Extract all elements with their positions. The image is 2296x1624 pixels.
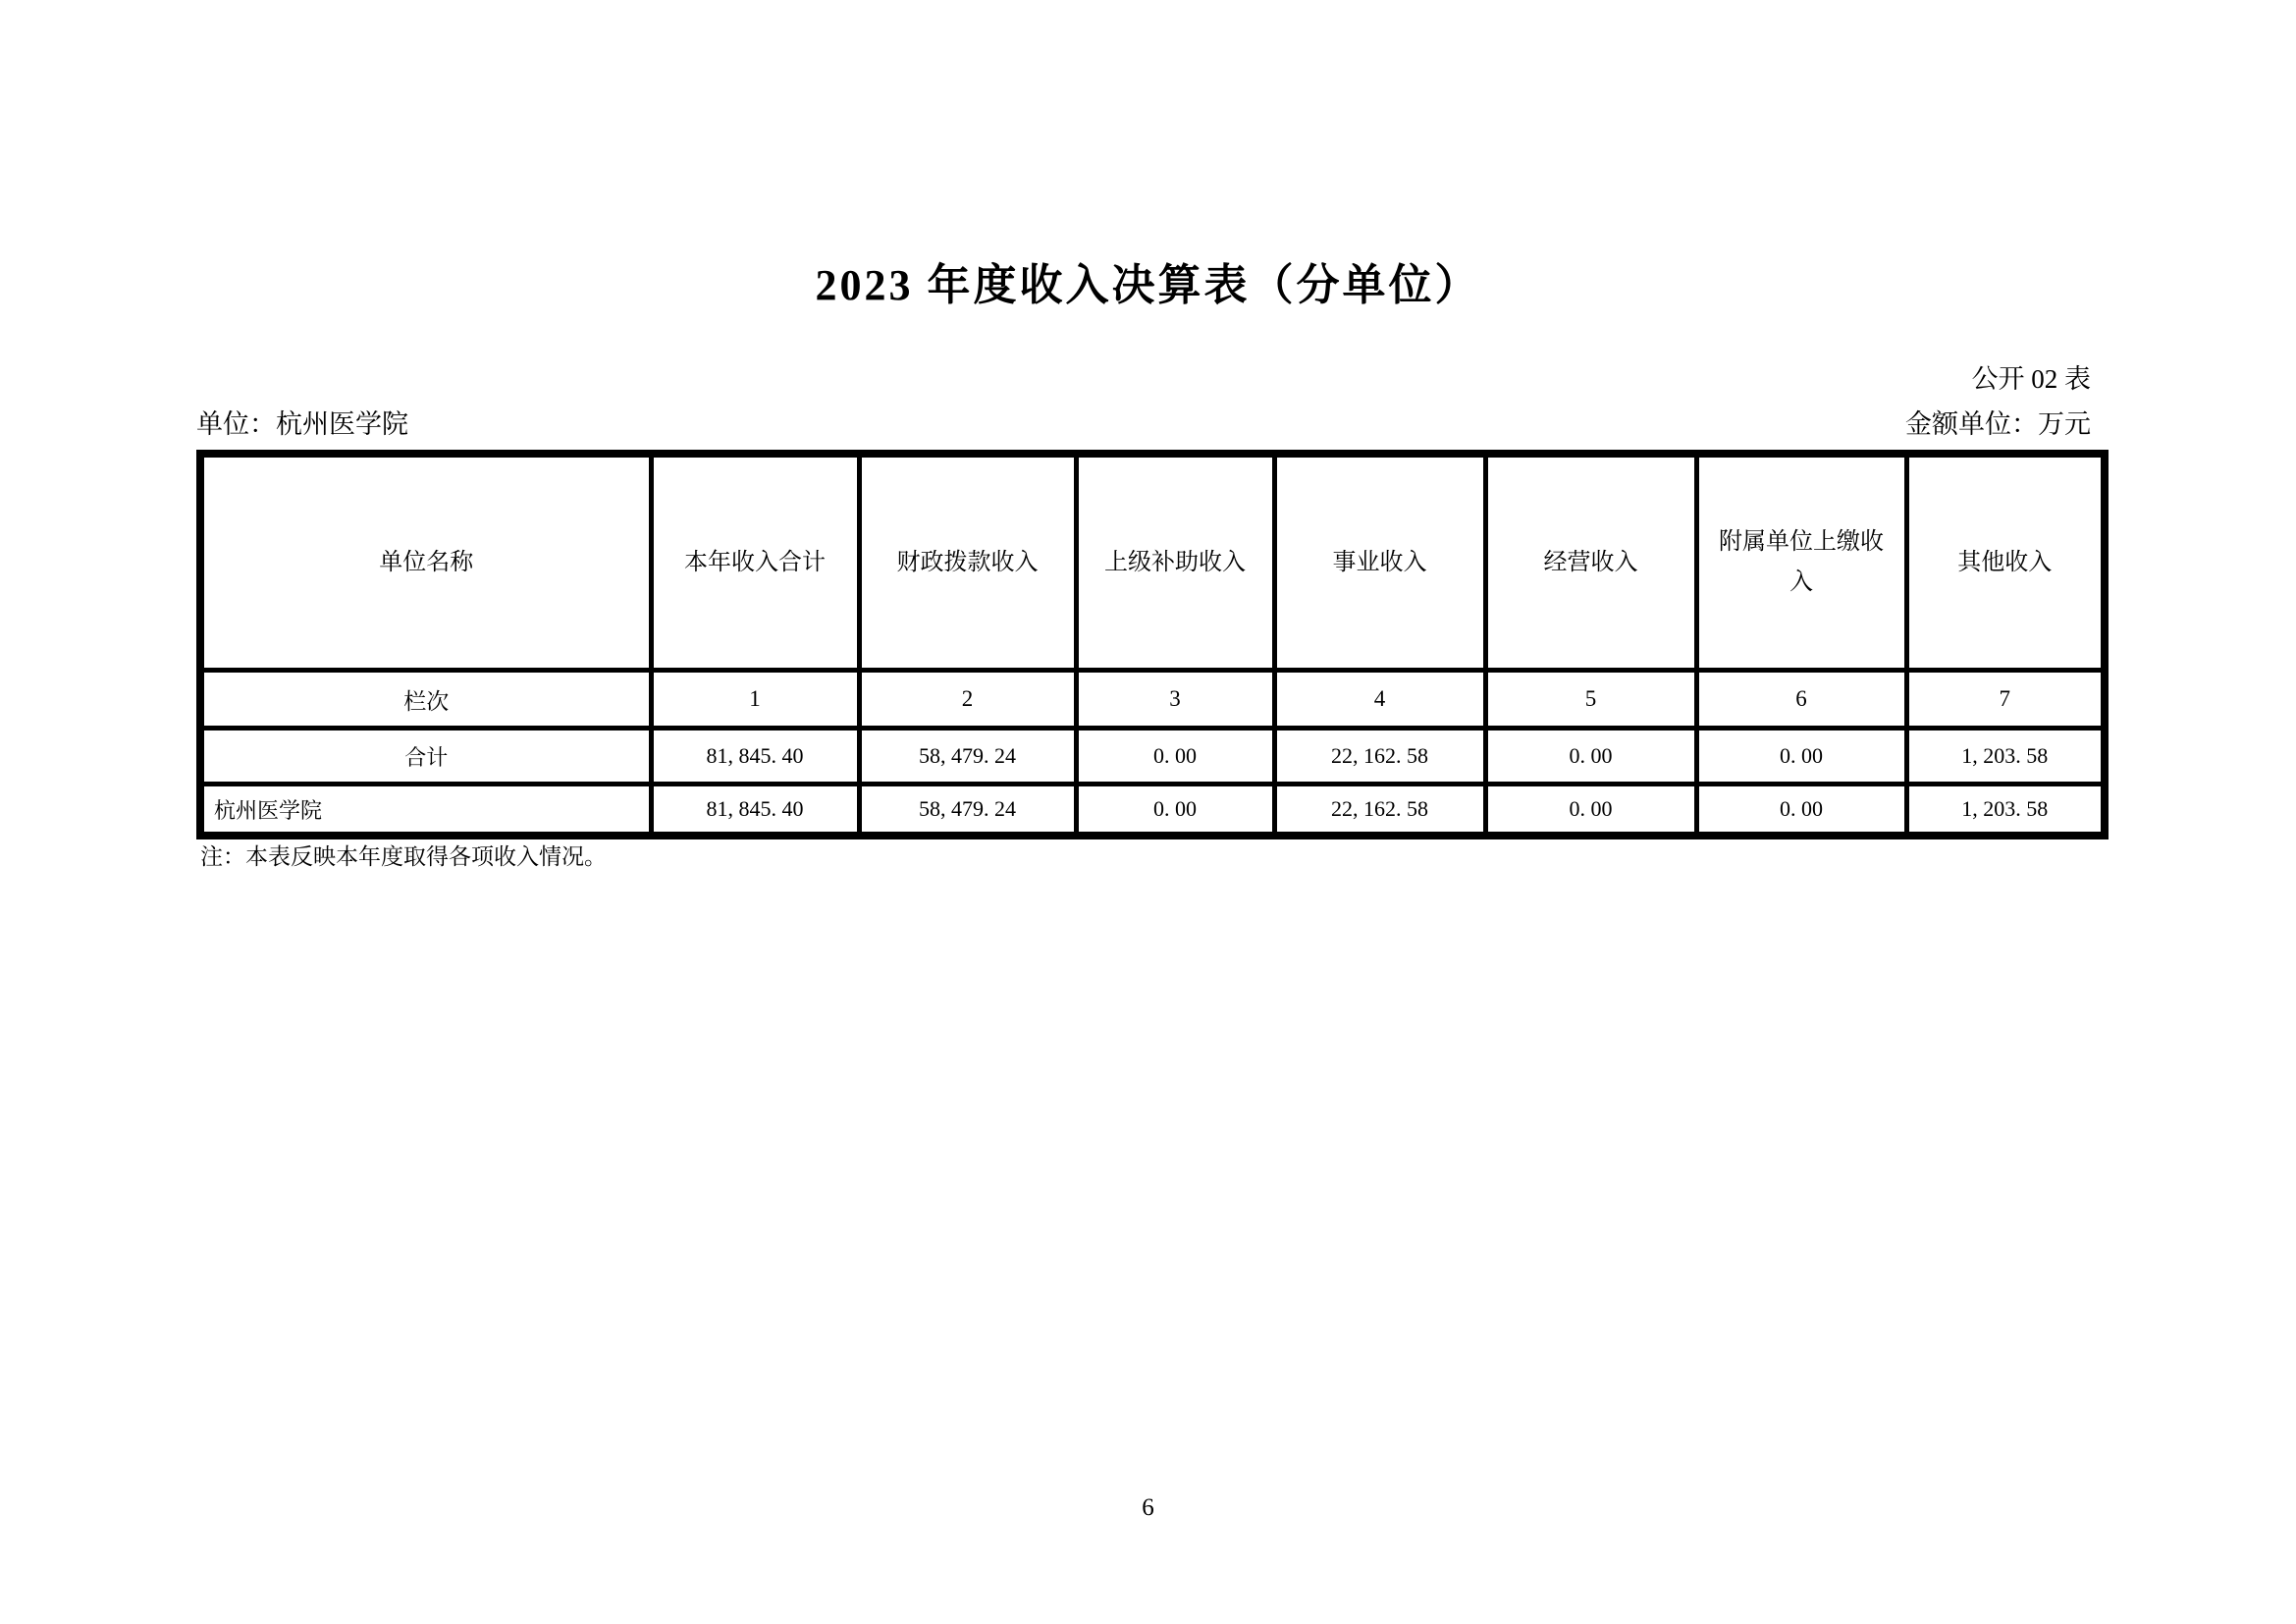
income-statement-table [196, 450, 2109, 839]
column-header-unit-name: 单位名称 [200, 454, 651, 671]
cell-value: 81, 845. 40 [651, 785, 859, 837]
row-label-unit: 杭州医学院 [200, 785, 651, 837]
column-header-superior-subsidy-income: 上级补助收入 [1076, 454, 1274, 671]
column-header-business-income: 经营收入 [1485, 454, 1696, 671]
table-header-row [200, 454, 2105, 671]
table-note: 注：本表反映本年度取得各项收入情况。 [200, 844, 607, 869]
index-cell: 4 [1274, 671, 1485, 729]
cell-value: 0. 00 [1076, 785, 1274, 837]
table-code-label: 公开 02 表 [1971, 364, 2091, 394]
cell-value: 0. 00 [1696, 729, 1906, 785]
cell-value: 58, 479. 24 [859, 729, 1076, 785]
column-header-affiliated-unit-remittance-income: 附属单位上缴收入 [1696, 454, 1906, 671]
table-index-row [200, 671, 2105, 729]
column-header-total-income: 本年收入合计 [651, 454, 859, 671]
amount-unit-label: 金额单位：万元 [1905, 409, 2091, 439]
column-header-fiscal-appropriation-income: 财政拨款收入 [859, 454, 1076, 671]
index-cell: 2 [859, 671, 1076, 729]
cell-value: 58, 479. 24 [859, 785, 1076, 837]
cell-value: 0. 00 [1485, 729, 1696, 785]
row-label-total: 合计 [200, 729, 651, 785]
index-cell: 3 [1076, 671, 1274, 729]
column-header-operating-income-public: 事业收入 [1274, 454, 1485, 671]
index-row-label: 栏次 [200, 671, 651, 729]
index-cell: 6 [1696, 671, 1906, 729]
meta-row [196, 408, 2091, 440]
index-cell: 5 [1485, 671, 1696, 729]
cell-value: 22, 162. 58 [1274, 785, 1485, 837]
page-number: 6 [1142, 1494, 1154, 1521]
cell-value: 0. 00 [1696, 785, 1906, 837]
index-cell: 1 [651, 671, 859, 729]
table-row-hangzhou-medical-college [200, 785, 2105, 837]
column-header-other-income: 其他收入 [1906, 454, 2105, 671]
cell-value: 0. 00 [1076, 729, 1274, 785]
cell-value: 0. 00 [1485, 785, 1696, 837]
cell-value: 22, 162. 58 [1274, 729, 1485, 785]
cell-value: 1, 203. 58 [1906, 785, 2105, 837]
index-cell: 7 [1906, 671, 2105, 729]
unit-label: 单位：杭州医学院 [196, 409, 408, 439]
cell-value: 81, 845. 40 [651, 729, 859, 785]
table-row-total [200, 729, 2105, 785]
page-title: 2023 年度收入决算表（分单位） [815, 261, 1481, 309]
cell-value: 1, 203. 58 [1906, 729, 2105, 785]
